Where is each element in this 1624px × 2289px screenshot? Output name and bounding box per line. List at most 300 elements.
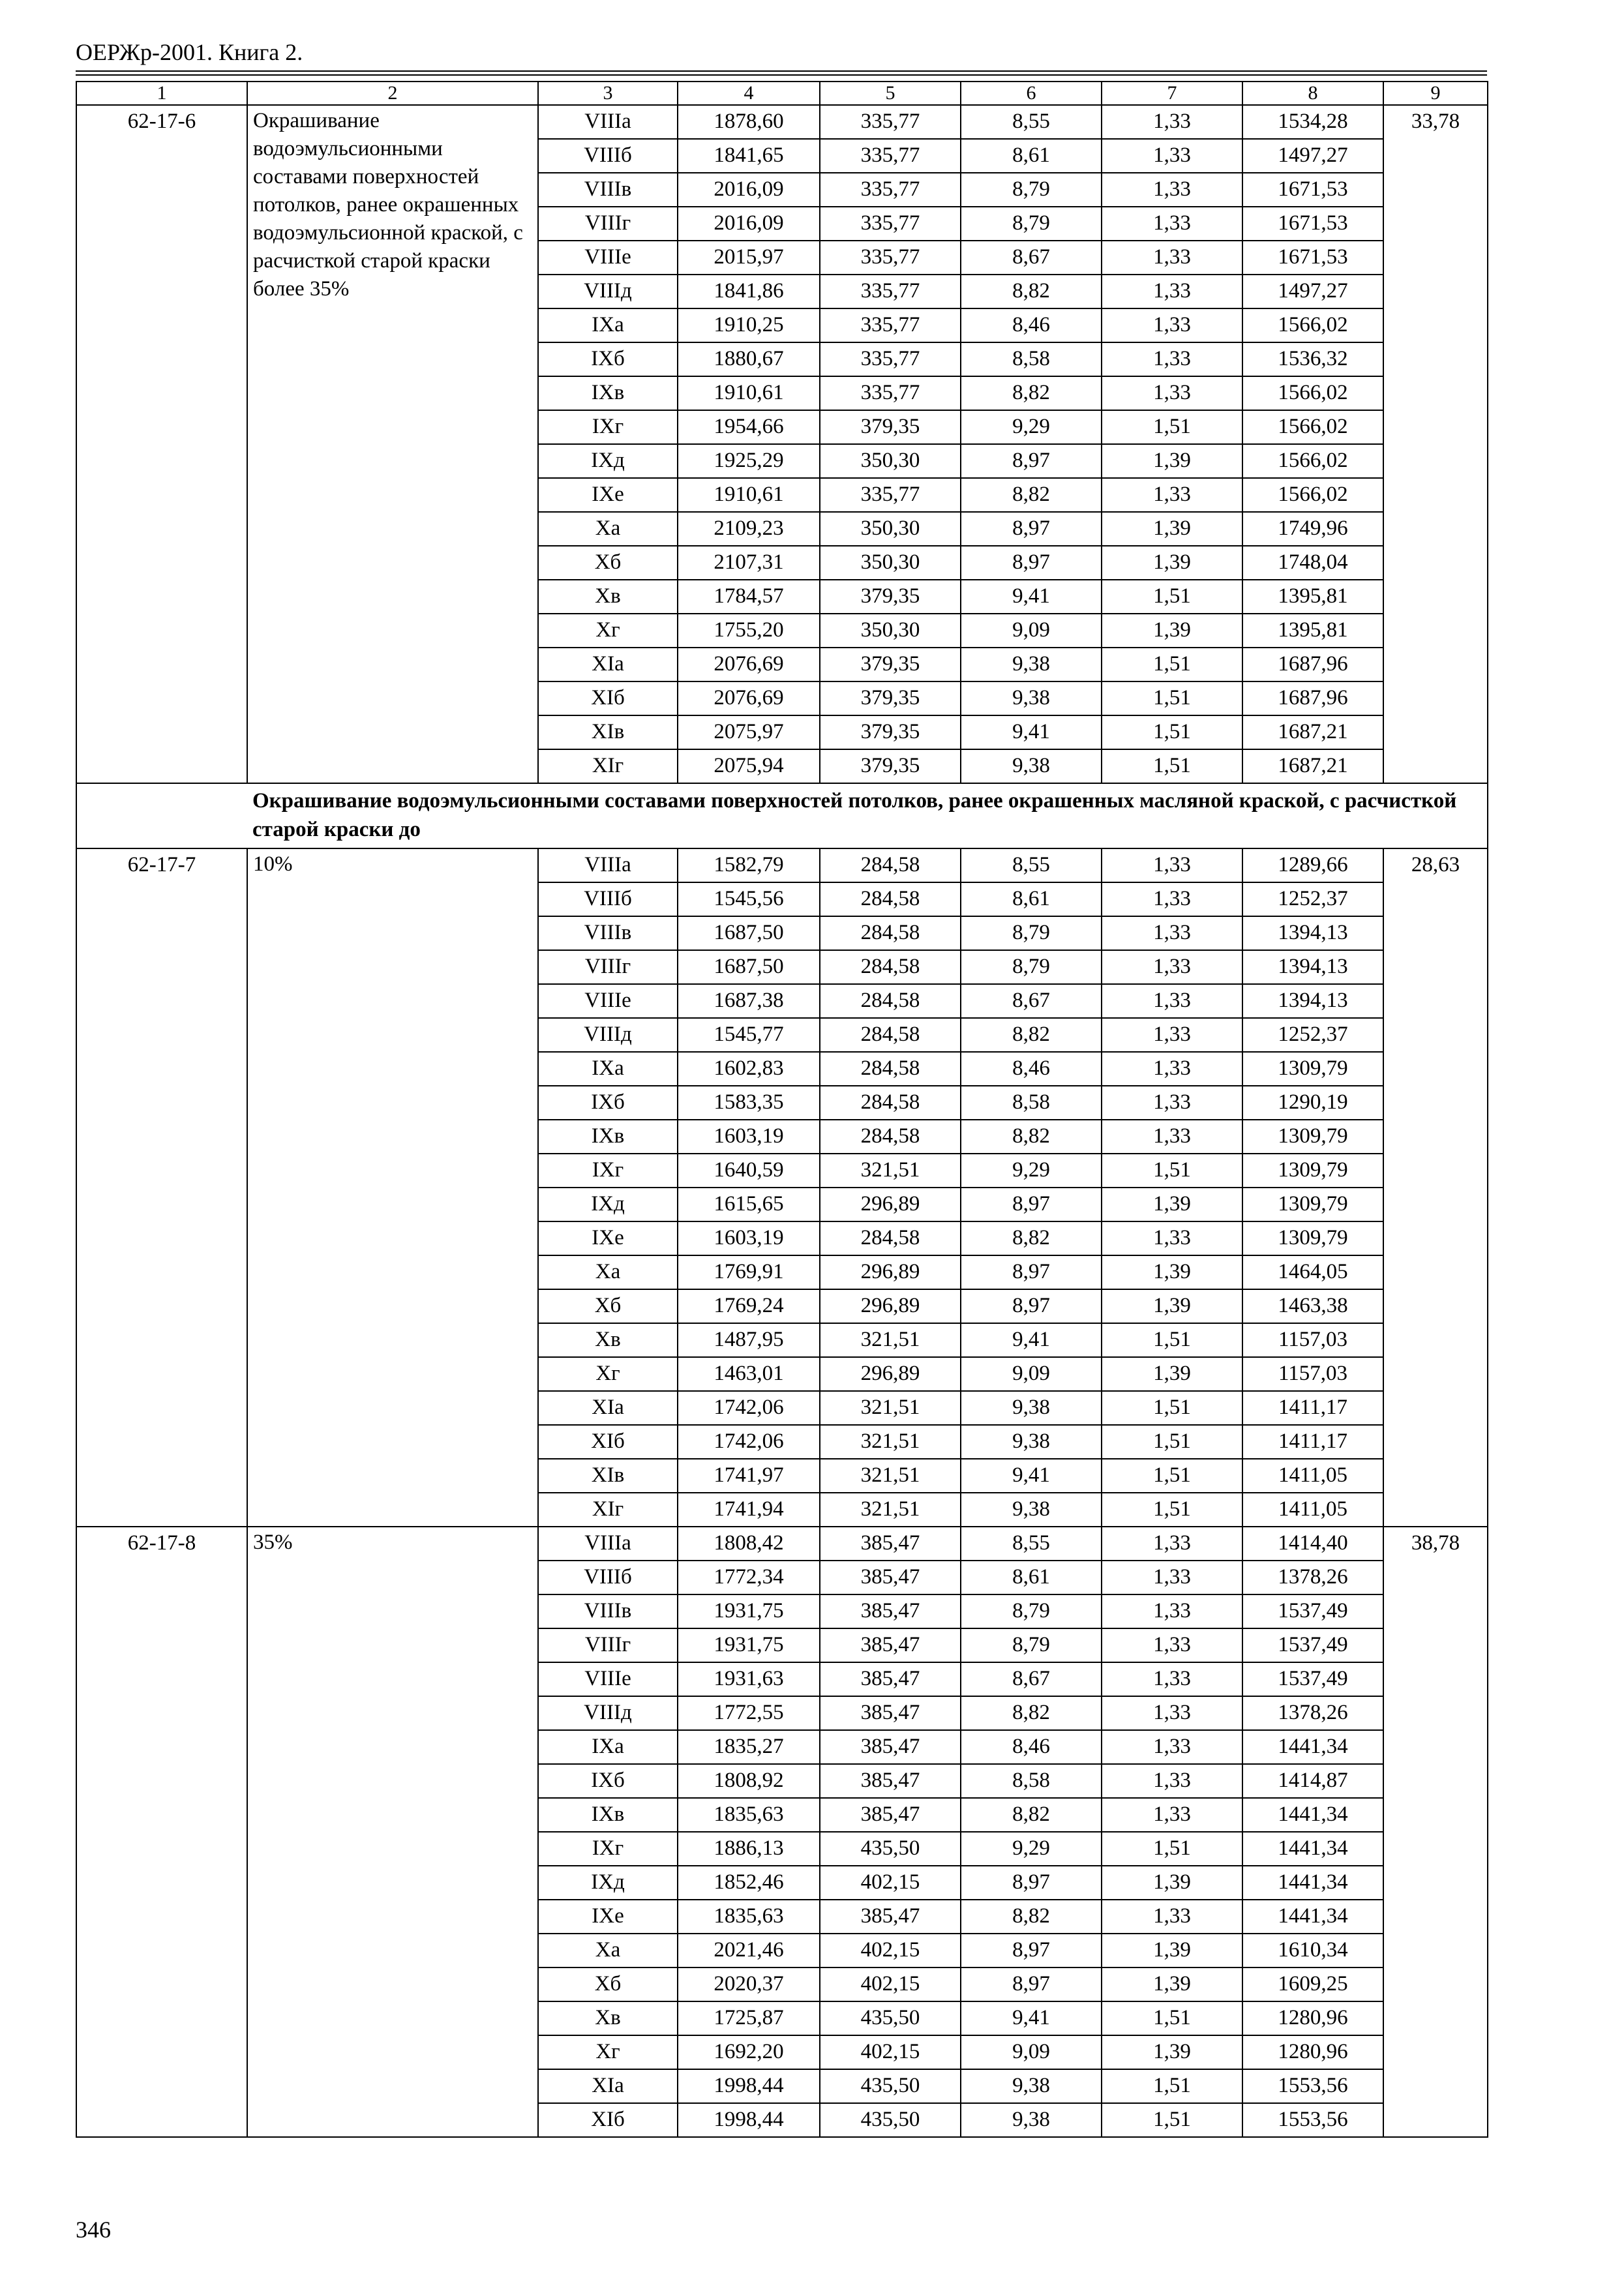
cell-col7: 1,33 [1102, 1594, 1242, 1628]
cell-col8: 1309,79 [1242, 1154, 1383, 1188]
cell-region: IXв [538, 1798, 678, 1832]
cell-col4: 1603,19 [678, 1221, 820, 1255]
cell-col7: 1,33 [1102, 1628, 1242, 1662]
cell-col8: 1497,27 [1242, 139, 1383, 173]
header-rule-bottom [76, 74, 1487, 76]
cell-col6: 8,46 [961, 1052, 1102, 1086]
cell-col7: 1,33 [1102, 1086, 1242, 1120]
cell-col5: 379,35 [820, 749, 961, 783]
cell-col8: 1411,17 [1242, 1391, 1383, 1425]
cell-col6: 8,79 [961, 1628, 1102, 1662]
cell-col5: 402,15 [820, 1967, 961, 2001]
item-col9-value: 33,78 [1383, 105, 1488, 783]
cell-col5: 402,15 [820, 1934, 961, 1967]
cell-col8: 1309,79 [1242, 1188, 1383, 1221]
section-heading-spacer [76, 783, 247, 848]
cell-col4: 2016,09 [678, 173, 820, 207]
cell-col8: 1671,53 [1242, 207, 1383, 241]
cell-col5: 435,50 [820, 2103, 961, 2137]
cell-col6: 8,82 [961, 376, 1102, 410]
item-description: 35% [247, 1527, 538, 2137]
cell-col4: 1954,66 [678, 410, 820, 444]
cell-region: XIб [538, 2103, 678, 2137]
cell-col7: 1,39 [1102, 1357, 1242, 1391]
cell-col4: 1741,94 [678, 1493, 820, 1527]
cell-region: VIIIд [538, 1018, 678, 1052]
cell-region: VIIIа [538, 105, 678, 139]
cell-col5: 350,30 [820, 614, 961, 648]
cell-col4: 1545,77 [678, 1018, 820, 1052]
cell-col7: 1,33 [1102, 1221, 1242, 1255]
cell-col7: 1,33 [1102, 1527, 1242, 1561]
cell-col8: 1309,79 [1242, 1052, 1383, 1086]
cell-col6: 9,41 [961, 1459, 1102, 1493]
cell-region: IXд [538, 1866, 678, 1900]
cell-col4: 1742,06 [678, 1391, 820, 1425]
cell-col7: 1,33 [1102, 1561, 1242, 1594]
cell-col6: 8,82 [961, 1696, 1102, 1730]
cell-col8: 1252,37 [1242, 1018, 1383, 1052]
cell-col7: 1,51 [1102, 410, 1242, 444]
column-number: 4 [678, 82, 820, 105]
cell-col5: 402,15 [820, 1866, 961, 1900]
cell-col7: 1,33 [1102, 1120, 1242, 1154]
cell-col4: 1772,34 [678, 1561, 820, 1594]
cell-col8: 1687,96 [1242, 648, 1383, 681]
cell-col8: 1395,81 [1242, 580, 1383, 614]
cell-region: Xв [538, 580, 678, 614]
column-number: 6 [961, 82, 1102, 105]
cell-col5: 296,89 [820, 1289, 961, 1323]
cell-col6: 8,79 [961, 207, 1102, 241]
cell-col6: 8,82 [961, 1221, 1102, 1255]
cell-col8: 1553,56 [1242, 2103, 1383, 2137]
cell-col8: 1280,96 [1242, 2035, 1383, 2069]
cell-col6: 8,79 [961, 173, 1102, 207]
cell-col4: 1769,24 [678, 1289, 820, 1323]
cell-col7: 1,33 [1102, 478, 1242, 512]
cell-col7: 1,33 [1102, 950, 1242, 984]
cell-col8: 1497,27 [1242, 275, 1383, 308]
cell-col7: 1,39 [1102, 1866, 1242, 1900]
cell-col6: 8,79 [961, 1594, 1102, 1628]
cell-col8: 1289,66 [1242, 848, 1383, 882]
cell-col5: 350,30 [820, 444, 961, 478]
column-number: 2 [247, 82, 538, 105]
cell-col7: 1,33 [1102, 173, 1242, 207]
cell-col4: 1692,20 [678, 2035, 820, 2069]
cell-col5: 379,35 [820, 681, 961, 715]
column-number: 3 [538, 82, 678, 105]
cell-col8: 1309,79 [1242, 1221, 1383, 1255]
cell-col5: 335,77 [820, 478, 961, 512]
cell-col5: 321,51 [820, 1391, 961, 1425]
cell-col4: 1741,97 [678, 1459, 820, 1493]
cell-col7: 1,51 [1102, 1832, 1242, 1866]
cell-col8: 1566,02 [1242, 410, 1383, 444]
cell-col5: 350,30 [820, 546, 961, 580]
cell-col6: 8,46 [961, 308, 1102, 342]
cell-col7: 1,39 [1102, 1967, 1242, 2001]
cell-col7: 1,39 [1102, 614, 1242, 648]
cell-region: IXе [538, 478, 678, 512]
column-number: 7 [1102, 82, 1242, 105]
cell-col7: 1,51 [1102, 2001, 1242, 2035]
cell-col8: 1411,17 [1242, 1425, 1383, 1459]
cell-col7: 1,51 [1102, 648, 1242, 681]
cell-col8: 1252,37 [1242, 882, 1383, 916]
cell-col4: 1910,61 [678, 376, 820, 410]
cell-region: VIIIа [538, 1527, 678, 1561]
cell-col5: 284,58 [820, 882, 961, 916]
cell-col4: 1582,79 [678, 848, 820, 882]
cell-region: VIIIб [538, 1561, 678, 1594]
header-rule-top [76, 70, 1487, 72]
cell-region: VIIIг [538, 950, 678, 984]
cell-region: VIIIг [538, 1628, 678, 1662]
cell-col7: 1,33 [1102, 882, 1242, 916]
item-description: 10% [247, 848, 538, 1527]
cell-col5: 284,58 [820, 1086, 961, 1120]
cell-region: VIIIе [538, 984, 678, 1018]
cell-col4: 1687,38 [678, 984, 820, 1018]
cell-col4: 1880,67 [678, 342, 820, 376]
cell-col7: 1,39 [1102, 444, 1242, 478]
cell-col6: 8,82 [961, 1798, 1102, 1832]
cell-col8: 1566,02 [1242, 376, 1383, 410]
cell-region: VIIIв [538, 173, 678, 207]
cell-col4: 1808,92 [678, 1764, 820, 1798]
cell-col7: 1,33 [1102, 275, 1242, 308]
cell-col7: 1,33 [1102, 1018, 1242, 1052]
cell-col5: 379,35 [820, 580, 961, 614]
cell-col7: 1,39 [1102, 1934, 1242, 1967]
cell-col8: 1290,19 [1242, 1086, 1383, 1120]
table-row [76, 848, 1488, 882]
cell-col7: 1,51 [1102, 1493, 1242, 1527]
cell-region: IXд [538, 1188, 678, 1221]
cell-region: IXе [538, 1221, 678, 1255]
cell-col5: 284,58 [820, 916, 961, 950]
cell-col8: 1378,26 [1242, 1696, 1383, 1730]
cell-region: IXв [538, 1120, 678, 1154]
cell-region: IXд [538, 444, 678, 478]
cell-col8: 1441,34 [1242, 1730, 1383, 1764]
cell-col6: 8,82 [961, 1900, 1102, 1934]
item-code: 62-17-7 [76, 848, 247, 1527]
cell-col7: 1,33 [1102, 1900, 1242, 1934]
cell-col7: 1,39 [1102, 1188, 1242, 1221]
cell-col8: 1536,32 [1242, 342, 1383, 376]
cell-col8: 1157,03 [1242, 1357, 1383, 1391]
cell-col6: 8,61 [961, 139, 1102, 173]
cell-col7: 1,33 [1102, 308, 1242, 342]
cell-col4: 1784,57 [678, 580, 820, 614]
cell-col4: 1835,63 [678, 1900, 820, 1934]
section-heading-row [76, 783, 1488, 848]
cell-region: IXг [538, 1832, 678, 1866]
cell-region: VIIIг [538, 207, 678, 241]
cell-col6: 8,55 [961, 848, 1102, 882]
cell-col5: 385,47 [820, 1798, 961, 1832]
cell-region: VIIIа [538, 848, 678, 882]
item-code: 62-17-6 [76, 105, 247, 783]
cell-region: IXв [538, 376, 678, 410]
cell-col5: 296,89 [820, 1357, 961, 1391]
cell-region: IXе [538, 1900, 678, 1934]
cell-col5: 379,35 [820, 648, 961, 681]
cell-col4: 2075,97 [678, 715, 820, 749]
cell-region: Xг [538, 2035, 678, 2069]
item-description: Окрашивание водоэмульсионными составами поверхностей потолков, ранее окрашенных водоэмульсионной краской, с расчисткой старой краски более 35% [247, 105, 538, 783]
cell-col5: 335,77 [820, 275, 961, 308]
cell-col6: 8,55 [961, 105, 1102, 139]
cell-region: IXб [538, 1086, 678, 1120]
cell-col7: 1,33 [1102, 1052, 1242, 1086]
cell-region: XIг [538, 1493, 678, 1527]
cell-col6: 9,29 [961, 1832, 1102, 1866]
cell-region: XIа [538, 1391, 678, 1425]
cell-region: Xа [538, 1255, 678, 1289]
cell-col8: 1441,34 [1242, 1798, 1383, 1832]
cell-col5: 296,89 [820, 1255, 961, 1289]
cell-col5: 284,58 [820, 1018, 961, 1052]
page-number: 346 [76, 2217, 111, 2243]
cell-col5: 385,47 [820, 1900, 961, 1934]
cell-col7: 1,51 [1102, 1154, 1242, 1188]
cell-col5: 335,77 [820, 241, 961, 275]
cell-col7: 1,33 [1102, 984, 1242, 1018]
cell-col5: 296,89 [820, 1188, 961, 1221]
cell-col4: 2107,31 [678, 546, 820, 580]
cell-region: IXа [538, 1730, 678, 1764]
cell-col4: 1835,63 [678, 1798, 820, 1832]
cell-col7: 1,39 [1102, 1255, 1242, 1289]
cell-col7: 1,51 [1102, 2103, 1242, 2137]
cell-col8: 1378,26 [1242, 1561, 1383, 1594]
cell-region: Xб [538, 1967, 678, 2001]
cell-region: Xб [538, 546, 678, 580]
cell-col8: 1464,05 [1242, 1255, 1383, 1289]
cell-col5: 350,30 [820, 512, 961, 546]
cell-col7: 1,33 [1102, 1696, 1242, 1730]
cell-col7: 1,33 [1102, 1730, 1242, 1764]
cell-region: XIв [538, 1459, 678, 1493]
cell-col6: 8,82 [961, 1120, 1102, 1154]
cell-col7: 1,33 [1102, 241, 1242, 275]
cell-col5: 284,58 [820, 848, 961, 882]
item-col9-value: 28,63 [1383, 848, 1488, 1527]
cell-col6: 9,38 [961, 681, 1102, 715]
cell-col5: 385,47 [820, 1730, 961, 1764]
cell-col7: 1,33 [1102, 1764, 1242, 1798]
cell-col8: 1537,49 [1242, 1628, 1383, 1662]
cell-col4: 1841,86 [678, 275, 820, 308]
cell-col6: 8,97 [961, 1255, 1102, 1289]
cell-col4: 1910,61 [678, 478, 820, 512]
cell-col8: 1441,34 [1242, 1900, 1383, 1934]
cell-col4: 1755,20 [678, 614, 820, 648]
cell-region: IXг [538, 1154, 678, 1188]
cell-col6: 9,29 [961, 410, 1102, 444]
cell-col7: 1,39 [1102, 546, 1242, 580]
column-number-row [76, 82, 1488, 105]
cell-col8: 1566,02 [1242, 308, 1383, 342]
cell-col6: 9,09 [961, 2035, 1102, 2069]
cell-col5: 335,77 [820, 173, 961, 207]
rates-table-body [76, 82, 1488, 2137]
cell-col8: 1749,96 [1242, 512, 1383, 546]
column-number: 5 [820, 82, 961, 105]
cell-region: VIIIв [538, 916, 678, 950]
cell-col8: 1463,38 [1242, 1289, 1383, 1323]
cell-col8: 1441,34 [1242, 1866, 1383, 1900]
cell-col8: 1610,34 [1242, 1934, 1383, 1967]
cell-col8: 1553,56 [1242, 2069, 1383, 2103]
cell-col5: 284,58 [820, 1120, 961, 1154]
cell-col4: 1931,75 [678, 1628, 820, 1662]
cell-col6: 9,38 [961, 749, 1102, 783]
cell-col7: 1,33 [1102, 1662, 1242, 1696]
cell-region: Xа [538, 512, 678, 546]
cell-col6: 8,61 [961, 1561, 1102, 1594]
cell-col6: 8,97 [961, 1188, 1102, 1221]
cell-col7: 1,33 [1102, 139, 1242, 173]
cell-col8: 1687,21 [1242, 749, 1383, 783]
cell-col6: 9,38 [961, 2069, 1102, 2103]
cell-region: IXг [538, 410, 678, 444]
cell-col4: 1742,06 [678, 1425, 820, 1459]
cell-col7: 1,39 [1102, 1289, 1242, 1323]
table-row [76, 105, 1488, 139]
cell-col5: 335,77 [820, 105, 961, 139]
cell-col7: 1,33 [1102, 376, 1242, 410]
document-header-title: ОЕРЖр-2001. Книга 2. [76, 39, 303, 65]
cell-col4: 1602,83 [678, 1052, 820, 1086]
cell-col5: 385,47 [820, 1527, 961, 1561]
cell-col4: 1998,44 [678, 2069, 820, 2103]
cell-col4: 2016,09 [678, 207, 820, 241]
cell-col4: 1841,65 [678, 139, 820, 173]
cell-col6: 8,67 [961, 984, 1102, 1018]
cell-col7: 1,51 [1102, 1425, 1242, 1459]
cell-col7: 1,51 [1102, 1323, 1242, 1357]
cell-col4: 2076,69 [678, 648, 820, 681]
cell-col7: 1,33 [1102, 916, 1242, 950]
cell-col5: 379,35 [820, 715, 961, 749]
cell-col4: 1640,59 [678, 1154, 820, 1188]
cell-col5: 321,51 [820, 1425, 961, 1459]
cell-col4: 1687,50 [678, 950, 820, 984]
cell-col4: 2109,23 [678, 512, 820, 546]
cell-col6: 8,67 [961, 1662, 1102, 1696]
cell-col5: 335,77 [820, 139, 961, 173]
cell-col8: 1441,34 [1242, 1832, 1383, 1866]
cell-col7: 1,51 [1102, 580, 1242, 614]
cell-col8: 1394,13 [1242, 916, 1383, 950]
cell-col6: 9,41 [961, 580, 1102, 614]
cell-col6: 9,38 [961, 2103, 1102, 2137]
cell-region: Xв [538, 1323, 678, 1357]
cell-col4: 2076,69 [678, 681, 820, 715]
column-number: 8 [1242, 82, 1383, 105]
cell-region: Xб [538, 1289, 678, 1323]
cell-col5: 402,15 [820, 2035, 961, 2069]
cell-col6: 8,97 [961, 546, 1102, 580]
column-number: 9 [1383, 82, 1488, 105]
cell-col4: 1615,65 [678, 1188, 820, 1221]
cell-col8: 1537,49 [1242, 1662, 1383, 1696]
cell-col5: 321,51 [820, 1323, 961, 1357]
cell-col7: 1,33 [1102, 105, 1242, 139]
cell-region: VIIIе [538, 241, 678, 275]
cell-col4: 1463,01 [678, 1357, 820, 1391]
cell-col5: 284,58 [820, 1052, 961, 1086]
cell-col8: 1309,79 [1242, 1120, 1383, 1154]
cell-col8: 1411,05 [1242, 1493, 1383, 1527]
cell-col8: 1394,13 [1242, 984, 1383, 1018]
cell-col8: 1566,02 [1242, 478, 1383, 512]
cell-col6: 9,38 [961, 1391, 1102, 1425]
cell-col8: 1748,04 [1242, 546, 1383, 580]
cell-col6: 9,38 [961, 1493, 1102, 1527]
cell-col6: 9,41 [961, 715, 1102, 749]
cell-col6: 9,38 [961, 648, 1102, 681]
cell-col4: 2021,46 [678, 1934, 820, 1967]
cell-col6: 8,58 [961, 342, 1102, 376]
cell-col8: 1394,13 [1242, 950, 1383, 984]
cell-col8: 1534,28 [1242, 105, 1383, 139]
cell-col8: 1671,53 [1242, 173, 1383, 207]
column-number: 1 [76, 82, 247, 105]
cell-col6: 8,58 [961, 1086, 1102, 1120]
cell-col8: 1537,49 [1242, 1594, 1383, 1628]
cell-col4: 1886,13 [678, 1832, 820, 1866]
cell-col6: 9,38 [961, 1425, 1102, 1459]
cell-col6: 8,97 [961, 1967, 1102, 2001]
cell-col4: 1545,56 [678, 882, 820, 916]
cell-col6: 8,97 [961, 444, 1102, 478]
cell-col5: 321,51 [820, 1493, 961, 1527]
cell-col7: 1,51 [1102, 749, 1242, 783]
cell-col4: 1808,42 [678, 1527, 820, 1561]
cell-region: VIIIв [538, 1594, 678, 1628]
cell-col4: 1725,87 [678, 2001, 820, 2035]
cell-region: VIIIб [538, 139, 678, 173]
cell-col6: 8,79 [961, 950, 1102, 984]
cell-region: XIа [538, 2069, 678, 2103]
cell-col4: 1925,29 [678, 444, 820, 478]
cell-col7: 1,51 [1102, 715, 1242, 749]
cell-col4: 1603,19 [678, 1120, 820, 1154]
cell-col5: 435,50 [820, 2001, 961, 2035]
cell-region: XIв [538, 715, 678, 749]
cell-col4: 1931,75 [678, 1594, 820, 1628]
cell-col5: 335,77 [820, 376, 961, 410]
cell-col8: 1687,96 [1242, 681, 1383, 715]
cell-col4: 1687,50 [678, 916, 820, 950]
cell-col4: 1583,35 [678, 1086, 820, 1120]
cell-col8: 1395,81 [1242, 614, 1383, 648]
cell-col7: 1,33 [1102, 1798, 1242, 1832]
cell-col5: 385,47 [820, 1561, 961, 1594]
cell-col8: 1566,02 [1242, 444, 1383, 478]
cell-col5: 284,58 [820, 950, 961, 984]
cell-col7: 1,33 [1102, 848, 1242, 882]
cell-col6: 8,82 [961, 478, 1102, 512]
cell-region: Xв [538, 2001, 678, 2035]
item-code: 62-17-8 [76, 1527, 247, 2137]
